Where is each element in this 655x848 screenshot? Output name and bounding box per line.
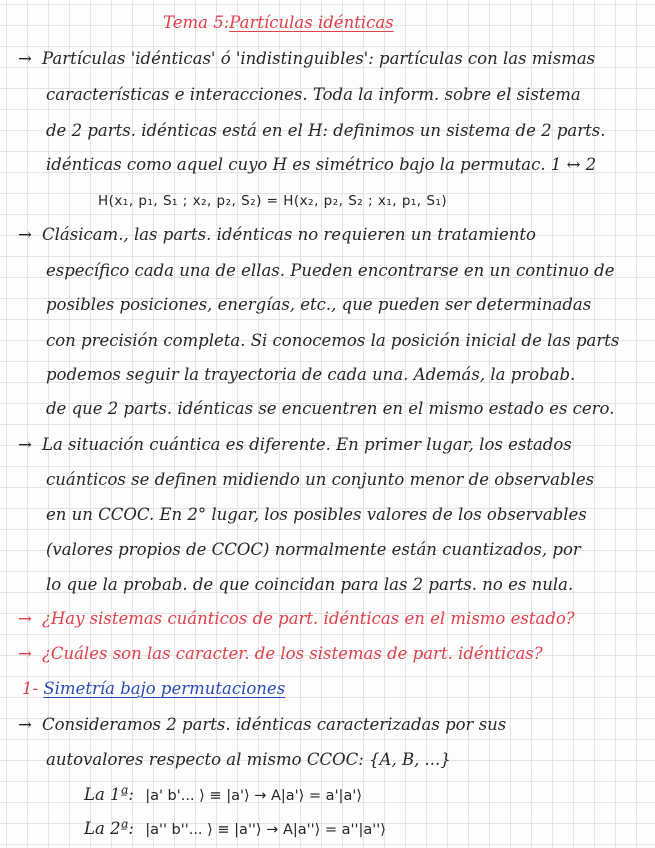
paragraph-1-line-4: idénticas como aquel cuyo H es simétrico bajo la permutac. 1 ↔ 2: [46, 155, 597, 174]
paragraph-2-line-6: de que 2 parts. idénticas se encuentren en el mismo estado es cero.: [46, 399, 615, 418]
hamiltonian-symmetry-formula: H(x₁, p₁, S₁ ; x₂, p₂, S₂) = H(x₂, p₂, S₂ ; x₁, p₁, S₁): [98, 193, 448, 209]
section-number: 1-: [22, 679, 39, 698]
paragraph-1-line-3: de 2 parts. idénticas está en el H: definimos un sistema de 2 parts.: [46, 121, 606, 140]
title-topic: Partículas idénticas: [229, 13, 394, 32]
arrow-icon: →: [18, 225, 32, 244]
arrow-icon: →: [18, 715, 32, 734]
section-title: Simetría bajo permutaciones: [43, 679, 286, 698]
title-prefix: Tema 5:: [163, 13, 230, 32]
first-particle-label: La 1ª:: [84, 785, 134, 804]
second-particle-ket: |a'' b''... ⟩ ≡ |a''⟩ → A|a''⟩ = a''|a''⟩: [145, 822, 386, 838]
paragraph-3-line-5: lo que la probab. de que coincidan para las 2 parts. no es nula.: [46, 575, 574, 594]
paragraph-3-line-2: cuánticos se definen midiendo un conjunto menor de observables: [46, 470, 595, 489]
paragraph-2-line-5: podemos seguir la trayectoria de cada una. Además, la probab.: [46, 365, 576, 384]
arrow-icon: →: [18, 609, 32, 628]
second-particle-label: La 2ª:: [84, 819, 134, 838]
section-line-2: autovalores respecto al mismo CCOC: {A, B, ...}: [46, 750, 451, 769]
first-particle-ket: |a' b'... ⟩ ≡ |a'⟩ → A|a'⟩ = a'|a'⟩: [145, 788, 362, 804]
paragraph-3-line-3: en un CCOC. En 2° lugar, los posibles valores de los observables: [46, 505, 587, 524]
paragraph-3-line-4: (valores propios de CCOC) normalmente están cuantizados, por: [46, 540, 581, 559]
first-particle-line: [84, 780, 644, 810]
paragraph-1-line-1: → Partículas 'idénticas' ó 'indistinguibles': partículas con las mismas: [18, 44, 648, 74]
question-1: → ¿Hay sistemas cuánticos de part. idénticas en el mismo estado?: [18, 604, 648, 634]
arrow-icon: →: [18, 49, 32, 68]
paragraph-2-line-1: → Clásicam., las parts. idénticas no requieren un tratamiento: [18, 220, 648, 250]
paragraph-2-line-2: específico cada una de ellas. Pueden encontrarse en un continuo de: [46, 261, 615, 280]
paragraph-3-line-1: → La situación cuántica es diferente. En primer lugar, los estados: [18, 430, 648, 460]
page-title: [163, 8, 643, 38]
paragraph-2-line-4: con precisión completa. Si conocemos la posición inicial de las parts: [46, 331, 620, 350]
paragraph-1-line-2: características e interacciones. Toda la inform. sobre el sistema: [46, 85, 581, 104]
section-heading: [22, 674, 642, 704]
question-2: → ¿Cuáles son las caracter. de los sistemas de part. idénticas?: [18, 639, 648, 669]
paragraph-2-line-3: posibles posiciones, energías, etc., que pueden ser determinadas: [46, 295, 592, 314]
arrow-icon: →: [18, 435, 32, 454]
second-particle-line: [84, 814, 644, 844]
section-line-1: → Consideramos 2 parts. idénticas caracterizadas por sus: [18, 710, 648, 740]
arrow-icon: →: [18, 644, 32, 663]
